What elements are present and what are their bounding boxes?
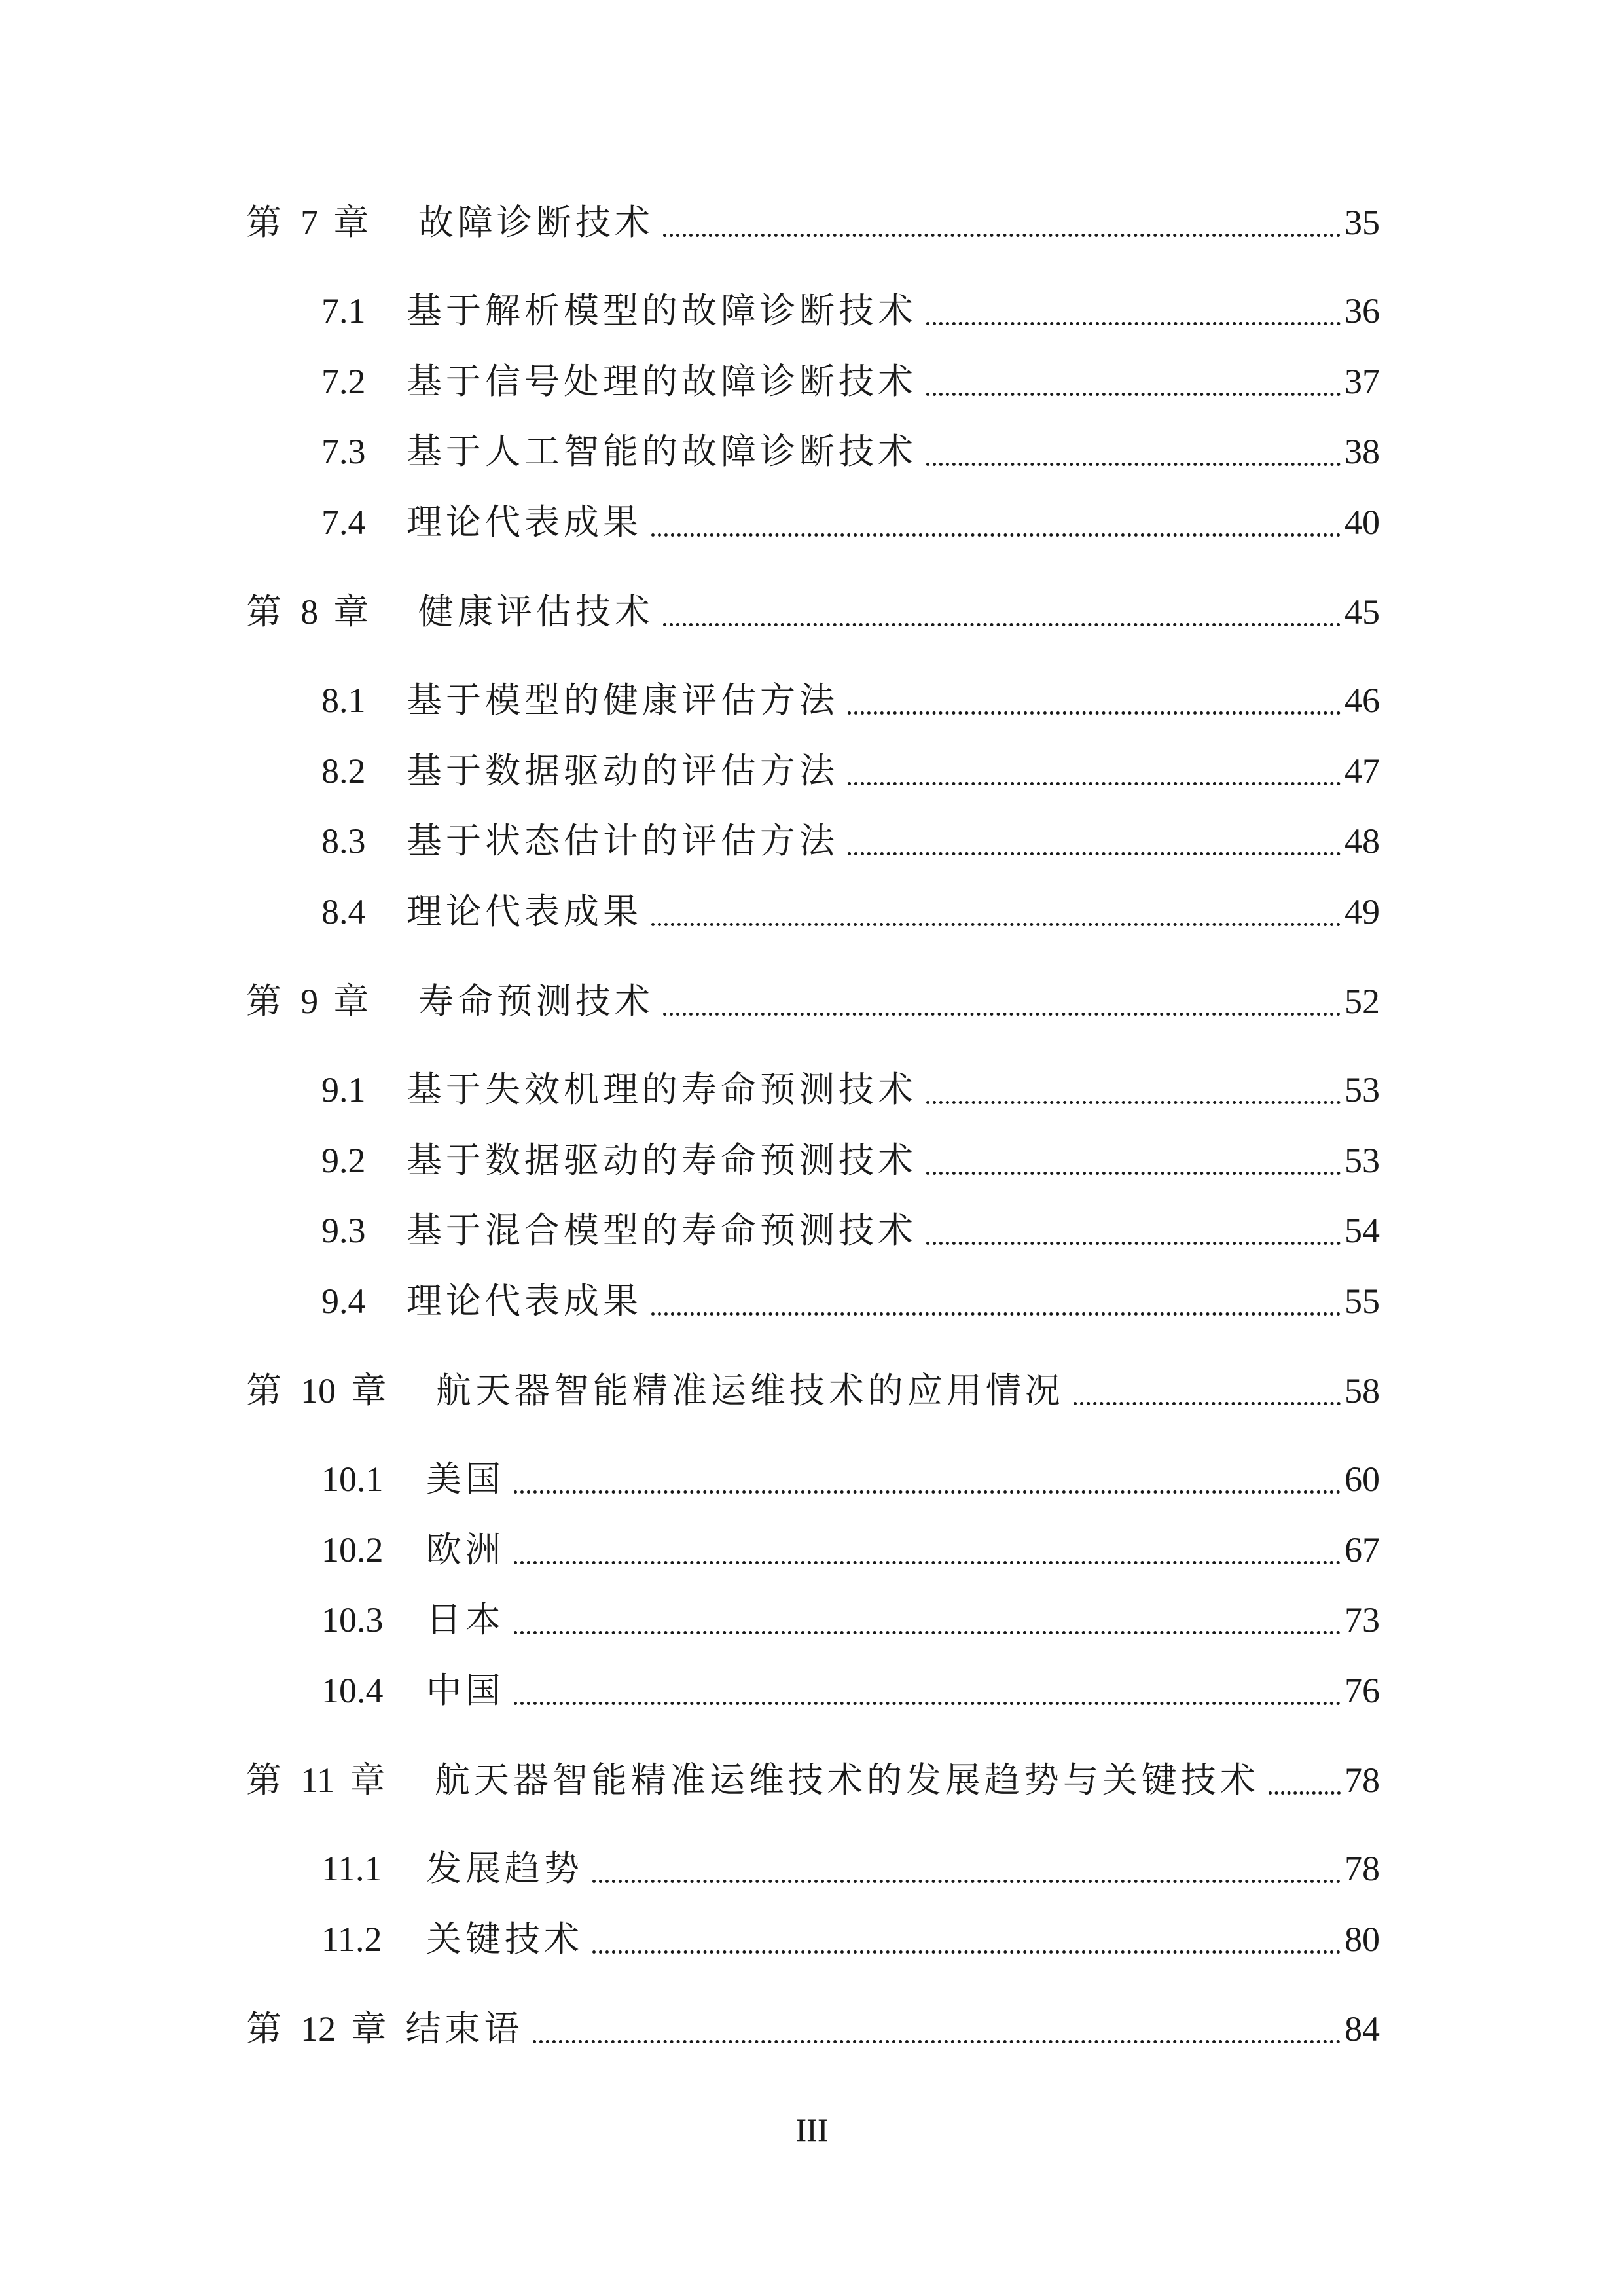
page-number: 76 [1344, 1671, 1380, 1710]
dot-leader [514, 1631, 1341, 1634]
dot-leader [592, 1950, 1341, 1954]
page-number: 80 [1344, 1920, 1380, 1959]
chapter-title: 寿命预测技术 [418, 980, 654, 1022]
section-title: 日本 [426, 1599, 505, 1640]
chapter-number: 7 [300, 203, 319, 242]
section-number: 11.2 [321, 1920, 382, 1959]
section-title: 基于状态估计的评估方法 [406, 820, 839, 861]
dot-leader [514, 1490, 1341, 1494]
toc-section-10-4[interactable] [246, 1664, 1380, 1717]
section-title: 基于混合模型的寿命预测技术 [406, 1210, 917, 1251]
section-title: 基于数据驱动的评估方法 [406, 750, 839, 791]
page-number: 46 [1344, 681, 1380, 720]
chapter-title: 故障诊断技术 [418, 202, 654, 243]
page-footer-number: III [795, 2111, 829, 2148]
section-title: 基于人工智能的故障诊断技术 [406, 431, 917, 472]
section-title: 基于模型的健康评估方法 [406, 679, 839, 721]
page-number: 53 [1344, 1070, 1380, 1109]
dot-leader [926, 1172, 1341, 1175]
dot-leader [663, 1013, 1341, 1016]
dot-leader [651, 533, 1341, 537]
chapter-suffix: 章 [333, 202, 373, 243]
section-number: 8.3 [321, 821, 366, 861]
section-title: 关键技术 [426, 1918, 583, 1960]
chapter-title: 航天器智能精准运维技术的发展趋势与关键技术 [434, 1759, 1259, 1801]
toc-section-8-4[interactable] [246, 886, 1380, 938]
toc-section-7-4[interactable] [246, 496, 1380, 548]
toc-section-7-3[interactable] [246, 425, 1380, 478]
toc-section-9-4[interactable] [246, 1275, 1380, 1327]
section-number: 9.3 [321, 1211, 366, 1250]
page-number: 84 [1344, 2009, 1380, 2049]
page-number: 58 [1344, 1371, 1380, 1410]
dot-leader [514, 1702, 1341, 1705]
section-number: 10.4 [321, 1671, 384, 1710]
toc-chapter-11[interactable] [246, 1754, 1380, 1806]
page-number: 45 [1344, 592, 1380, 632]
page-number: 52 [1344, 982, 1380, 1021]
toc-chapter-10[interactable] [246, 1365, 1380, 1417]
dot-leader [926, 322, 1341, 325]
chapter-suffix: 章 [333, 980, 373, 1022]
chapter-number: 8 [300, 592, 319, 632]
section-number: 9.2 [321, 1141, 366, 1180]
page-number: 55 [1344, 1282, 1380, 1321]
page-number: 73 [1344, 1600, 1380, 1640]
page-number: 47 [1344, 751, 1380, 791]
toc-section-8-1[interactable] [246, 674, 1380, 726]
chapter-number: 10 [300, 1371, 336, 1410]
chapter-prefix: 第 [246, 591, 285, 632]
section-title: 基于解析模型的故障诊断技术 [406, 290, 917, 331]
page-number: 36 [1344, 291, 1380, 331]
toc-chapter-12[interactable] [246, 2003, 1380, 2055]
section-number: 10.3 [321, 1600, 384, 1640]
toc-section-11-2[interactable] [246, 1913, 1380, 1965]
page-number: 67 [1344, 1530, 1380, 1570]
page-number: 35 [1344, 203, 1380, 242]
section-title: 理论代表成果 [406, 1280, 642, 1321]
chapter-title: 航天器智能精准运维技术的应用情况 [435, 1370, 1064, 1411]
section-title: 中国 [426, 1670, 505, 1711]
chapter-number: 9 [300, 982, 319, 1021]
toc-chapter-9[interactable] [246, 975, 1380, 1028]
section-title: 发展趋势 [426, 1848, 583, 1889]
chapter-prefix: 第 [246, 1759, 285, 1801]
chapter-prefix: 第 [246, 980, 285, 1022]
dot-leader [533, 2040, 1341, 2043]
page-number: 53 [1344, 1141, 1380, 1180]
section-number: 9.1 [321, 1070, 366, 1109]
dot-leader [848, 852, 1341, 855]
section-number: 7.1 [321, 291, 366, 331]
section-title: 美国 [426, 1458, 505, 1499]
section-number: 7.3 [321, 432, 366, 471]
chapter-prefix: 第 [246, 2008, 285, 2049]
page-number: 78 [1344, 1849, 1380, 1888]
toc-chapter-7[interactable] [246, 196, 1380, 249]
section-title: 理论代表成果 [406, 891, 642, 932]
section-number: 7.4 [321, 503, 366, 542]
section-title: 基于信号处理的故障诊断技术 [406, 361, 917, 402]
toc-section-11-1[interactable] [246, 1842, 1380, 1895]
dot-leader [848, 711, 1341, 715]
page-number: 54 [1344, 1211, 1380, 1250]
dot-leader [1269, 1791, 1341, 1795]
section-title: 基于失效机理的寿命预测技术 [406, 1069, 917, 1110]
chapter-prefix: 第 [246, 1370, 285, 1411]
toc-section-8-3[interactable] [246, 815, 1380, 867]
page-number: 60 [1344, 1460, 1380, 1499]
page-number: 40 [1344, 503, 1380, 542]
dot-leader [848, 782, 1341, 785]
dot-leader [663, 623, 1341, 626]
section-number: 8.4 [321, 892, 366, 931]
section-number: 11.1 [321, 1849, 382, 1888]
dot-leader [926, 1101, 1341, 1104]
toc-section-10-2[interactable] [246, 1524, 1380, 1576]
dot-leader [926, 393, 1341, 396]
chapter-suffix: 章 [333, 591, 373, 632]
dot-leader [592, 1880, 1341, 1883]
chapter-title: 健康评估技术 [418, 591, 654, 632]
toc-section-10-1[interactable] [246, 1453, 1380, 1505]
toc-section-8-2[interactable] [246, 745, 1380, 797]
toc-section-9-2[interactable] [246, 1134, 1380, 1187]
chapter-prefix: 第 [246, 202, 285, 243]
section-title: 欧洲 [426, 1529, 505, 1570]
section-number: 8.1 [321, 681, 366, 720]
section-title: 理论代表成果 [406, 501, 642, 543]
chapter-number: 12 [300, 2009, 336, 2049]
toc-section-9-1[interactable] [246, 1064, 1380, 1116]
toc-section-9-3[interactable] [246, 1204, 1380, 1257]
page-number: 49 [1344, 892, 1380, 931]
section-title: 基于数据驱动的寿命预测技术 [406, 1139, 917, 1181]
chapter-suffix: 章 [351, 1370, 391, 1411]
chapter-number: 11 [300, 1761, 335, 1800]
toc-section-10-3[interactable] [246, 1594, 1380, 1646]
dot-leader [514, 1561, 1341, 1564]
chapter-suffix: 章 [351, 2008, 391, 2049]
toc-section-7-2[interactable] [246, 355, 1380, 408]
dot-leader [651, 1312, 1341, 1316]
chapter-title: 结束语 [405, 2008, 524, 2049]
section-number: 8.2 [321, 751, 366, 791]
section-number: 10.1 [321, 1460, 384, 1499]
page-number: 48 [1344, 821, 1380, 861]
dot-leader [926, 463, 1341, 466]
toc-chapter-8[interactable] [246, 586, 1380, 638]
page-number: 78 [1344, 1761, 1380, 1800]
section-number: 7.2 [321, 362, 366, 401]
page-number: 38 [1344, 432, 1380, 471]
dot-leader [651, 923, 1341, 926]
dot-leader [926, 1242, 1341, 1245]
chapter-suffix: 章 [350, 1759, 389, 1801]
dot-leader [1074, 1402, 1341, 1405]
section-number: 9.4 [321, 1282, 366, 1321]
dot-leader [663, 234, 1341, 237]
toc-section-7-1[interactable] [246, 285, 1380, 337]
section-number: 10.2 [321, 1530, 384, 1570]
page-number: 37 [1344, 362, 1380, 401]
